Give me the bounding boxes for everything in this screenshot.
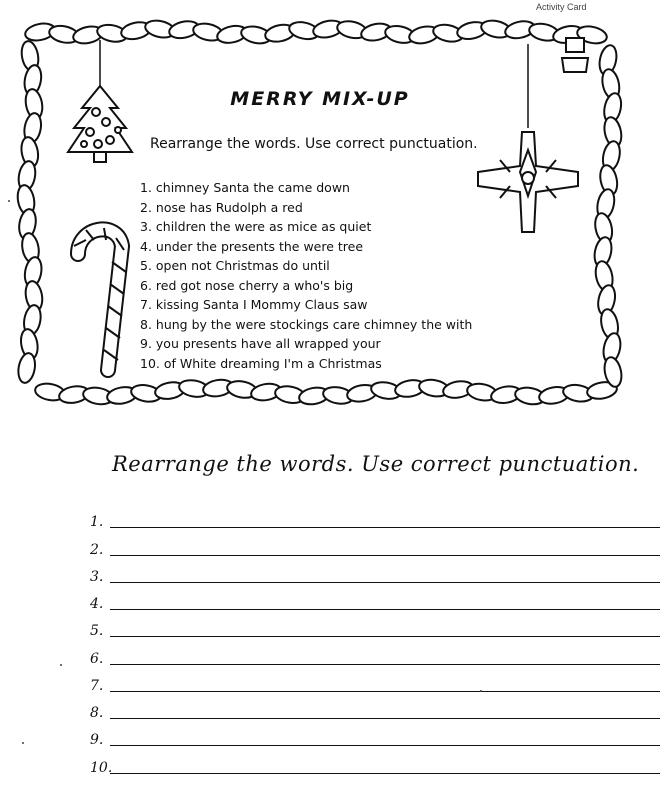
answer-line[interactable] [90, 645, 660, 667]
answer-line[interactable] [90, 590, 660, 612]
answer-line[interactable] [90, 563, 660, 585]
candy-cane-icon [74, 228, 126, 370]
answer-line[interactable] [90, 726, 660, 748]
scrambled-sentence: 8. hung by the were stockings care chimney the with [140, 316, 473, 332]
write-line [110, 555, 660, 556]
scrambled-sentence: 1. chimney Santa the came down [140, 180, 350, 195]
answer-line-number: 3. [90, 569, 104, 585]
scrambled-sentence: 5. open not Christmas do until [140, 258, 330, 273]
scrambled-sentence: 10. of White dreaming I'm a Christmas [140, 355, 382, 371]
printed-instructions: Rearrange the words. Use correct punctuation. [150, 136, 478, 152]
answer-line-number: 6. [90, 651, 104, 667]
scrambled-sentence: 6. red got nose cherry a who's big [140, 277, 354, 293]
answer-line[interactable] [90, 699, 660, 721]
write-line [110, 609, 660, 610]
write-line [110, 636, 660, 637]
answer-line-number: 4. [90, 596, 104, 612]
answer-line-number: 2. [90, 542, 104, 558]
corner-stamp-icon [562, 38, 588, 72]
answer-line-number: 10. [90, 760, 113, 776]
write-line [110, 745, 660, 746]
scrambled-sentence-list [140, 178, 472, 373]
cross-ornament-icon [478, 132, 578, 232]
handwritten-instructions: Rearrange the words. Use correct punctuation. [112, 452, 640, 476]
answer-line-number: 7. [90, 678, 104, 694]
christmas-tree-ornament-icon [68, 86, 132, 162]
write-line [110, 527, 660, 528]
answer-line-number: 1. [90, 514, 104, 530]
answer-line[interactable] [90, 536, 660, 558]
worksheet-title: MERRY MIX-UP [230, 88, 410, 110]
scrambled-sentence: 4. under the presents the were tree [140, 238, 364, 254]
answer-line-number: 5. [90, 623, 104, 639]
scrambled-sentence: 3. children the were as mice as quiet [140, 219, 372, 234]
paper-speck [480, 690, 482, 692]
paper-speck [8, 200, 10, 202]
answer-line[interactable] [90, 508, 660, 530]
write-line [110, 718, 660, 719]
answer-line[interactable] [90, 617, 660, 639]
answer-line-number: 9. [90, 732, 104, 748]
answer-line[interactable] [90, 672, 660, 694]
scrambled-sentence: 7. kissing Santa I Mommy Claus saw [140, 297, 368, 312]
paper-speck [22, 742, 24, 744]
write-line [110, 773, 660, 774]
scrambled-sentence: 9. you presents have all wrapped your [140, 336, 381, 351]
activity-card-label: Activity Card [536, 2, 587, 12]
scrambled-sentence: 2. nose has Rudolph a red [140, 199, 303, 215]
answer-line[interactable] [90, 754, 660, 776]
write-line [110, 691, 660, 692]
paper-speck [60, 664, 62, 666]
chain-link [16, 352, 37, 384]
answer-line-number: 8. [90, 705, 104, 721]
write-line [110, 582, 660, 583]
write-line [110, 664, 660, 665]
